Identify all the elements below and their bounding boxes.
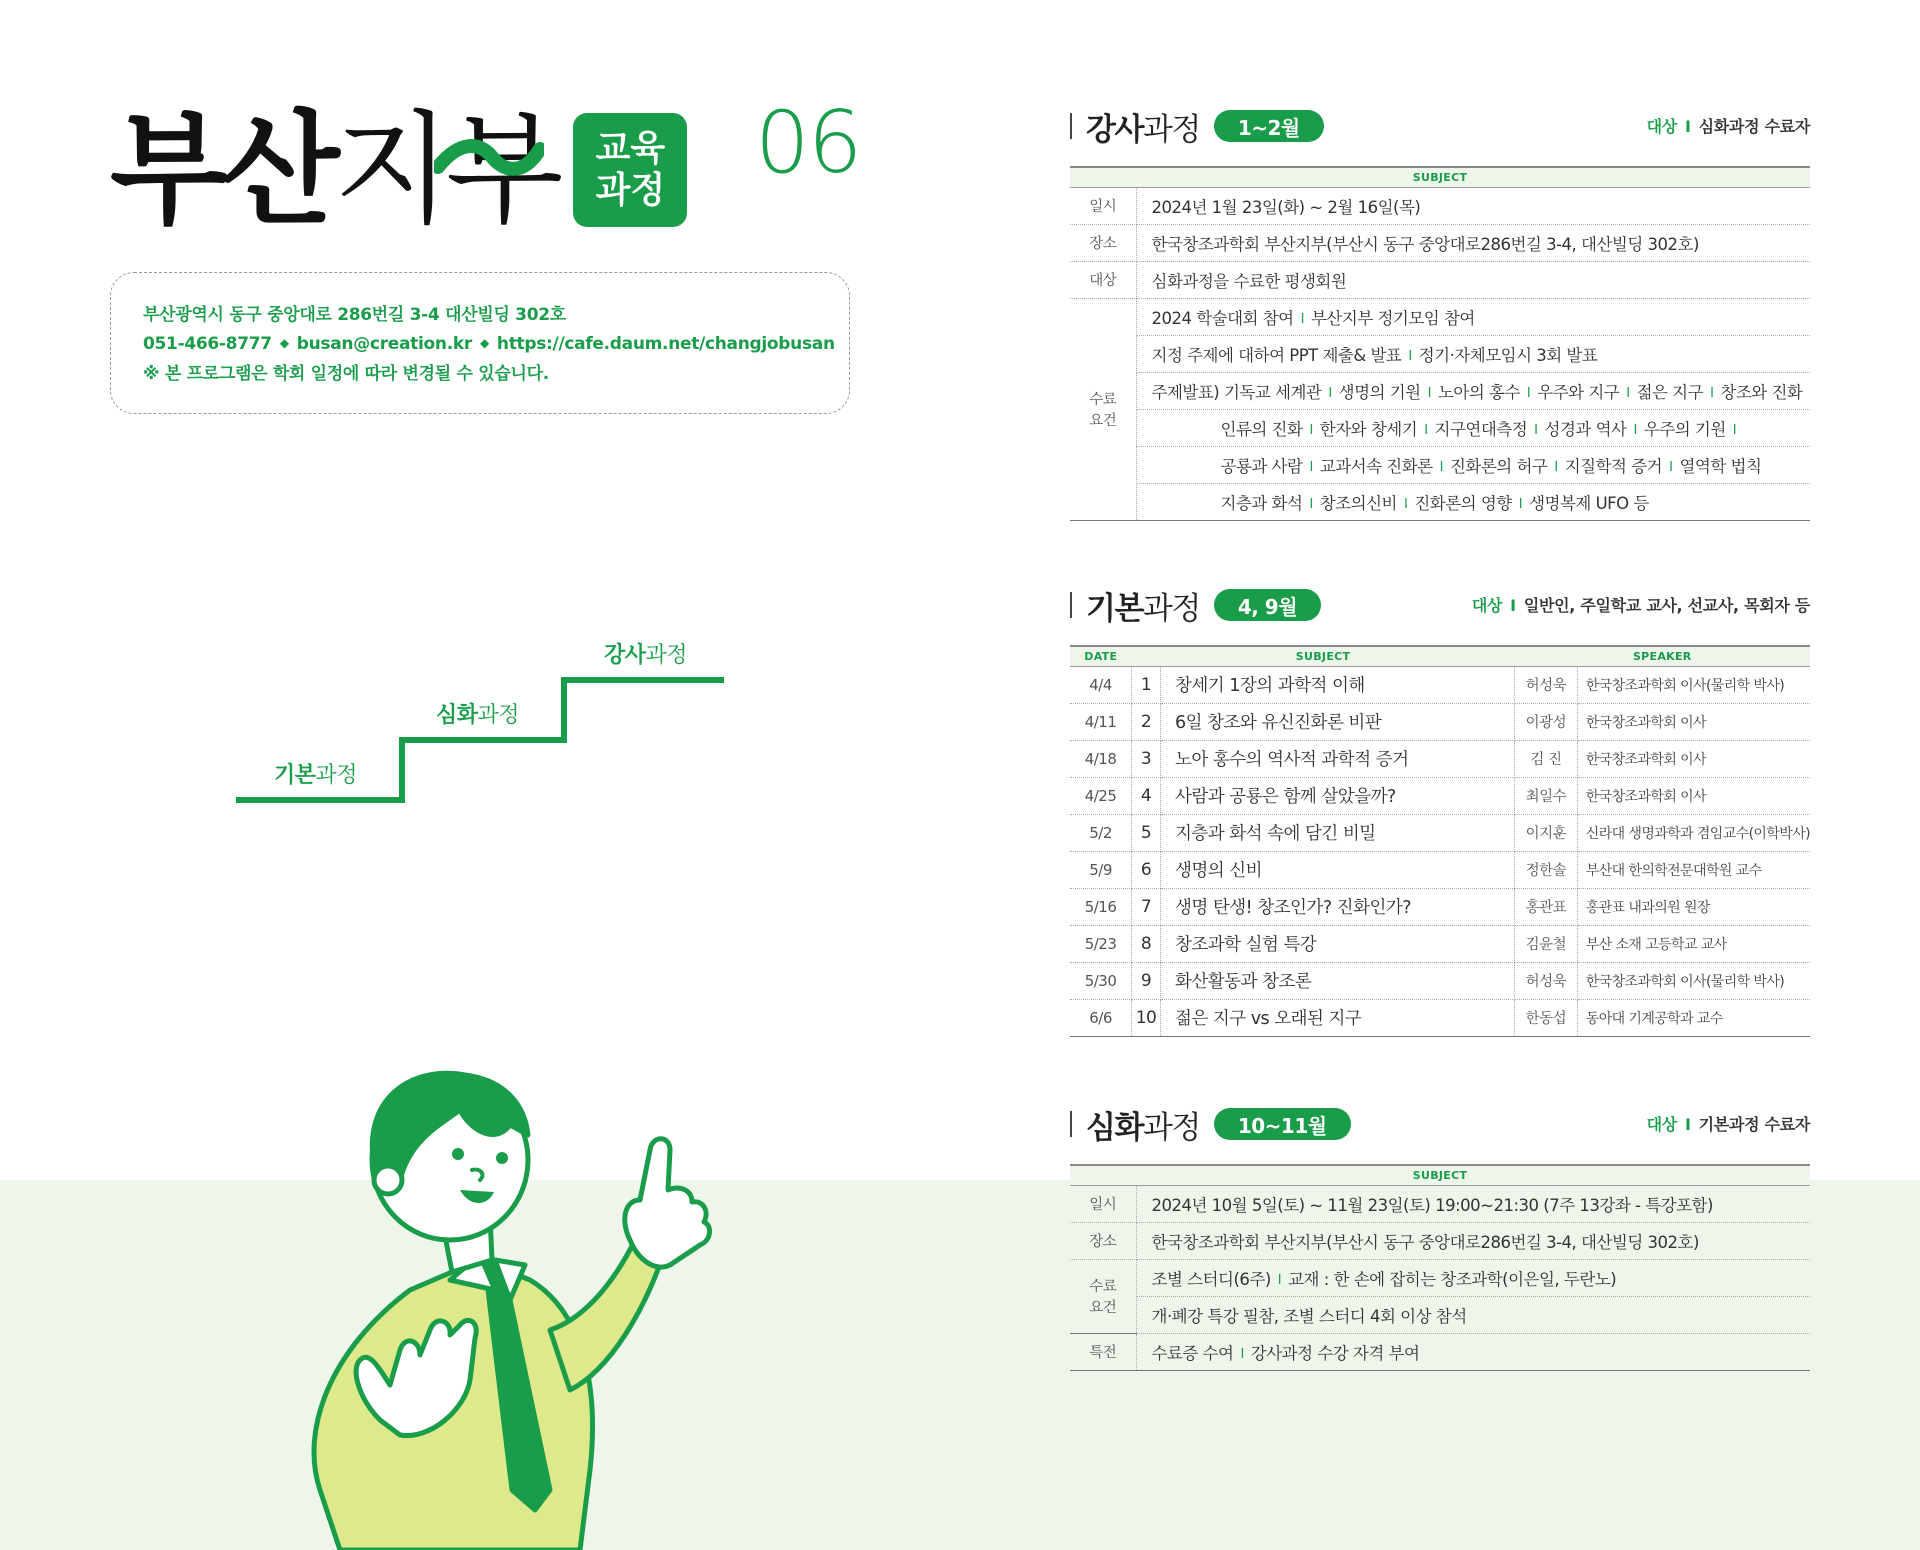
basic-course-target: 대상 I 일반인, 주일학교 교사, 선교사, 목회자 등 — [1471, 596, 1810, 615]
basic-course-period: 4, 9월 — [1214, 589, 1321, 621]
row-value: 2024년 1월 23일(화) ~ 2월 16일(목) — [1136, 187, 1810, 224]
basic-course-title: 기본과정 — [1086, 590, 1200, 627]
session-date: 4/18 — [1070, 740, 1132, 777]
subject-header: SUBJECT — [1132, 646, 1515, 666]
deep-course-section — [1070, 1104, 1810, 1371]
speaker-affiliation: 홍관표 내과의원 원장 — [1577, 888, 1810, 925]
session-row — [1070, 740, 1810, 777]
contact-line — [143, 330, 835, 360]
session-date: 4/25 — [1070, 777, 1132, 814]
requirement-line: 주제발표) 기독교 세계관 I 생명의 기원 I 노아의 홍수 I 우주와 지구 I 젊은 지구 I 창조와 진화 — [1136, 372, 1810, 409]
table-row — [1070, 483, 1810, 520]
session-row — [1070, 851, 1810, 888]
session-row — [1070, 666, 1810, 703]
requirement-line: 인류의 진화 I 한자와 창세기 I 지구연대측정 I 성경과 역사 I 우주의 기원 I — [1136, 409, 1810, 446]
session-speaker: 이광성 — [1515, 703, 1578, 740]
session-date: 4/11 — [1070, 703, 1132, 740]
row-value: 조별 스터디(6주) I 교재 : 한 손에 잡히는 창조과학(이은일, 두란노) — [1136, 1259, 1810, 1296]
session-row — [1070, 888, 1810, 925]
table-row — [1070, 1296, 1810, 1333]
session-subject: 창조과학 실험 특강 — [1160, 925, 1514, 962]
table-row — [1070, 409, 1810, 446]
date-header: DATE — [1070, 646, 1132, 666]
teacher-illustration — [280, 1050, 740, 1550]
instructor-course-target: 대상 I 심화과정 수료자 — [1646, 117, 1810, 136]
phone: 051-466-8777 — [143, 334, 272, 354]
row-key: 일시 — [1070, 187, 1136, 224]
session-speaker: 이지훈 — [1515, 814, 1578, 851]
session-date: 6/6 — [1070, 999, 1132, 1036]
speaker-affiliation: 부산대 한의학전문대학원 교수 — [1577, 851, 1810, 888]
row-key: 일시 — [1070, 1185, 1136, 1222]
stair-label-basic: 기본과정 — [274, 763, 358, 788]
instructor-course-section — [1070, 106, 1810, 521]
section-bar — [1070, 113, 1072, 139]
table-row — [1070, 224, 1810, 261]
session-subject: 사람과 공룡은 함께 살았을까? — [1160, 777, 1514, 814]
row-value: 2024년 10월 5일(토) ~ 11월 23일(토) 19:00~21:30 (7주 13강좌 - 특강포함) — [1136, 1185, 1810, 1222]
session-subject: 생명 탄생! 창조인가? 진화인가? — [1160, 888, 1514, 925]
instructor-course-header — [1070, 106, 1810, 146]
row-value: 수료증 수여 I 강사과정 수강 자격 부여 — [1136, 1333, 1810, 1370]
deep-course-table — [1070, 1164, 1810, 1371]
requirements-key: 수료 요건 — [1070, 1259, 1136, 1333]
session-row — [1070, 703, 1810, 740]
section-bar — [1070, 592, 1072, 618]
speaker-header: SPEAKER — [1515, 646, 1810, 666]
table-row — [1070, 298, 1810, 335]
row-key: 특전 — [1070, 1333, 1136, 1370]
session-number: 6 — [1132, 851, 1161, 888]
speaker-affiliation: 신라대 생명과학과 겸임교수(이학박사) — [1577, 814, 1810, 851]
contact-info-box — [110, 272, 850, 414]
deep-course-target: 대상 I 기본과정 수료자 — [1646, 1115, 1810, 1134]
session-row — [1070, 999, 1810, 1036]
basic-course-table — [1070, 645, 1810, 1037]
requirement-line: 지정 주제에 대하여 PPT 제출& 발표 I 정기·자체모임시 3회 발표 — [1136, 335, 1810, 372]
subject-header: SUBJECT — [1070, 1165, 1810, 1185]
page-title — [110, 100, 687, 240]
deep-course-period: 10~11월 — [1214, 1108, 1351, 1140]
table-row — [1070, 1222, 1810, 1259]
session-date: 5/2 — [1070, 814, 1132, 851]
requirements-key: 수료 요건 — [1070, 298, 1136, 520]
session-speaker: 김윤철 — [1515, 925, 1578, 962]
speaker-affiliation: 한국창조과학회 이사(물리학 박사) — [1577, 962, 1810, 999]
title-light — [333, 99, 558, 241]
table-row — [1070, 1259, 1810, 1296]
session-subject: 노아 홍수의 역사적 과학적 증거 — [1160, 740, 1514, 777]
session-date: 4/4 — [1070, 666, 1132, 703]
title-light-text: 지부 — [333, 99, 558, 241]
session-speaker: 허성욱 — [1515, 962, 1578, 999]
table-row — [1070, 1185, 1810, 1222]
table-row — [1070, 335, 1810, 372]
basic-course-header — [1070, 585, 1810, 625]
cafe-link[interactable]: https://cafe.daum.net/changjobusan — [496, 334, 835, 354]
session-subject: 젊은 지구 vs 오래된 지구 — [1160, 999, 1514, 1036]
issue-number: 06 — [755, 93, 861, 193]
notice: ※ 본 프로그램은 학회 일정에 따라 변경될 수 있습니다. — [143, 364, 549, 384]
address: 부산광역시 동구 중앙대로 286번길 3-4 대산빌딩 302호 — [143, 305, 566, 325]
instructor-course-table — [1070, 166, 1810, 521]
badge-line2: 과정 — [595, 170, 666, 211]
session-subject: 화산활동과 창조론 — [1160, 962, 1514, 999]
subject-header: SUBJECT — [1070, 167, 1810, 187]
session-date: 5/30 — [1070, 962, 1132, 999]
instructor-course-title: 강사과정 — [1086, 111, 1200, 148]
deep-course-header — [1070, 1104, 1810, 1144]
requirement-line: 지층과 화석 I 창조의신비 I 진화론의 영향 I 생명복제 UFO 등 — [1136, 483, 1810, 520]
session-row — [1070, 814, 1810, 851]
row-key: 대상 — [1070, 261, 1136, 298]
speaker-affiliation: 동아대 기계공학과 교수 — [1577, 999, 1810, 1036]
row-key: 장소 — [1070, 1222, 1136, 1259]
table-row — [1070, 1333, 1810, 1370]
row-value: 한국창조과학회 부산지부(부산시 동구 중앙대로286번길 3-4, 대산빌딩 302호) — [1136, 224, 1810, 261]
session-number: 3 — [1132, 740, 1161, 777]
row-value: 한국창조과학회 부산지부(부산시 동구 중앙대로286번길 3-4, 대산빌딩 302호) — [1136, 1222, 1810, 1259]
session-speaker: 홍관표 — [1515, 888, 1578, 925]
session-date: 5/9 — [1070, 851, 1132, 888]
speaker-affiliation: 한국창조과학회 이사(물리학 박사) — [1577, 666, 1810, 703]
speaker-affiliation: 한국창조과학회 이사 — [1577, 777, 1810, 814]
requirement-line: 2024 학술대회 참여 I 부산지부 정기모임 참여 — [1136, 298, 1810, 335]
session-speaker: 김 진 — [1515, 740, 1578, 777]
session-speaker: 정한솔 — [1515, 851, 1578, 888]
session-subject: 창세기 1장의 과학적 이해 — [1160, 666, 1514, 703]
instructor-course-period: 1~2월 — [1214, 110, 1324, 142]
row-value: 심화과정을 수료한 평생회원 — [1136, 261, 1810, 298]
session-number: 5 — [1132, 814, 1161, 851]
course-badge — [573, 113, 687, 227]
session-row — [1070, 925, 1810, 962]
deep-course-title: 심화과정 — [1086, 1109, 1200, 1146]
table-row — [1070, 446, 1810, 483]
table-row — [1070, 187, 1810, 224]
session-subject: 생명의 신비 — [1160, 851, 1514, 888]
speaker-affiliation: 부산 소재 고등학교 교사 — [1577, 925, 1810, 962]
session-row — [1070, 962, 1810, 999]
speaker-affiliation: 한국창조과학회 이사 — [1577, 703, 1810, 740]
speaker-affiliation: 한국창조과학회 이사 — [1577, 740, 1810, 777]
session-number: 10 — [1132, 999, 1161, 1036]
table-row — [1070, 261, 1810, 298]
session-subject: 지층과 화석 속에 담긴 비밀 — [1160, 814, 1514, 851]
requirement-line: 공룡과 사람 I 교과서속 진화론 I 진화론의 허구 I 지질학적 증거 I 열역학 법칙 — [1136, 446, 1810, 483]
course-stairs-diagram — [230, 630, 750, 810]
section-bar — [1070, 1111, 1072, 1137]
session-speaker: 허성욱 — [1515, 666, 1578, 703]
session-subject: 6일 창조와 유신진화론 비판 — [1160, 703, 1514, 740]
badge-line1: 교육 — [595, 128, 666, 169]
session-date: 5/23 — [1070, 925, 1132, 962]
session-speaker: 한동섭 — [1515, 999, 1578, 1036]
session-number: 1 — [1132, 666, 1161, 703]
session-number: 4 — [1132, 777, 1161, 814]
table-row — [1070, 372, 1810, 409]
diamond-icon: ◆ — [279, 336, 289, 350]
session-row — [1070, 777, 1810, 814]
diamond-icon: ◆ — [479, 336, 489, 350]
session-number: 7 — [1132, 888, 1161, 925]
session-number: 2 — [1132, 703, 1161, 740]
session-date: 5/16 — [1070, 888, 1132, 925]
stair-label-deep: 심화과정 — [436, 703, 520, 728]
session-number: 9 — [1132, 962, 1161, 999]
basic-course-section — [1070, 585, 1810, 1037]
title-bold: 부산 — [110, 99, 334, 241]
session-number: 8 — [1132, 925, 1161, 962]
stair-label-instructor: 강사과정 — [604, 643, 688, 668]
session-speaker: 최일수 — [1515, 777, 1578, 814]
row-key: 장소 — [1070, 224, 1136, 261]
title-wave-icon — [434, 139, 544, 179]
row-value: 개·폐강 특강 필참, 조별 스터디 4회 이상 참석 — [1136, 1296, 1810, 1333]
email-link[interactable]: busan@creation.kr — [296, 334, 472, 354]
